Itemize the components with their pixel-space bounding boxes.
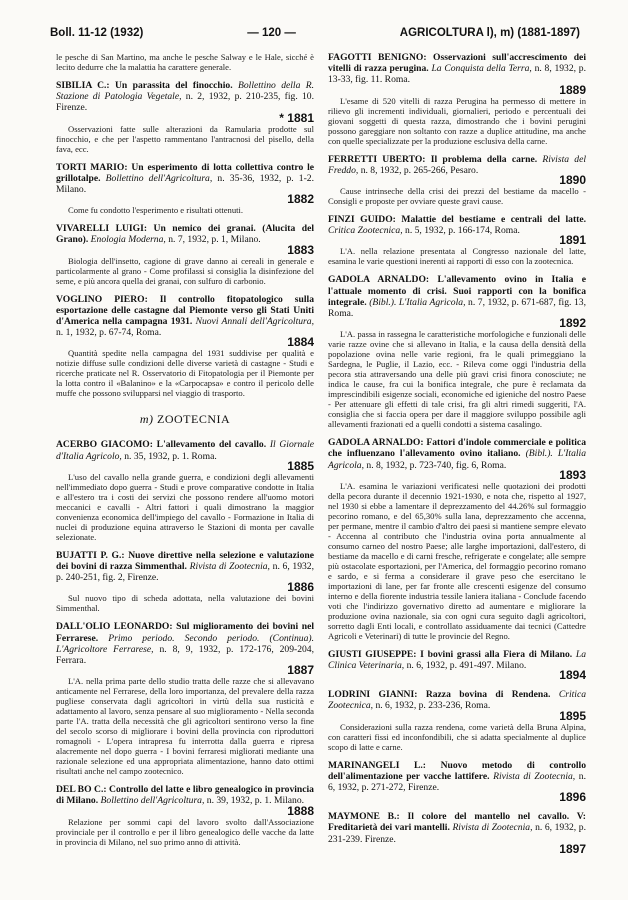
continuation-entry: [56, 52, 314, 72]
entry-abstract: L'esame di 520 vitelli di razza Perugina ha permesso di mettere in rilievo gli incrementi individuali, giornalieri, periodo e percentuali dei giovani soggetti di questa razza, dimostrando che i bovini perugini possono gareggiare non soltanto con razze a duplice attitudine, ma anche con quelle specializzate per la produzione esclusiva della carne.: [328, 95, 586, 146]
entry-number: 1883: [287, 242, 314, 257]
entry-heading: [328, 274, 586, 329]
entry-source: (Bibl.). L'Italia Agricola,: [369, 296, 466, 308]
entry-title: Il colore del mantello nel cavallo. V: Freditarietà dei vari mantelli.: [328, 811, 587, 834]
entry-title: Nuovo metodo di controllo dell'alimentazione per vacche lattifere.: [328, 759, 586, 782]
entry-source: Rivista di Zootecnia,: [189, 561, 270, 573]
entry-title: I bovini grassi alla Fiera di Milano.: [420, 648, 573, 660]
entry-heading: [56, 80, 314, 124]
entry-source: Rivista di Zootecnia,: [493, 770, 576, 782]
entry-number: 1882: [287, 192, 314, 207]
entry-abstract: Cause intrinseche della crisi dei prezzi del bestiame da macello - Consigli e proposte per ovviare queste gravi cause.: [328, 186, 586, 207]
entry-author: MAYMONE B.:: [328, 811, 400, 823]
entry-publication: n. 39, 1932, p. 1. Milano.: [206, 795, 305, 807]
entry-number: 1895: [559, 708, 586, 723]
entry-source: Il Giornale d'Italia Agricolo,: [56, 439, 315, 462]
entry-heading: [56, 162, 314, 206]
bibliography-entry: [56, 162, 314, 216]
entry-author: FAGOTTI BENIGNO:: [328, 52, 427, 63]
bibliography-entry: [328, 760, 586, 804]
entry-abstract: Quantità spedite nella campagna del 1931 suddivise per qualità e notizie diffuse sulle condizioni delle diverse varietà di castagne - Studi e ricerche praticate nel R. Osservatorio di Fitopatologia per il Piemonte per la lotta contro il «Balanino» e la «Carpocapsa» e contro il pericolo delle muffe che possono svilupparsi nel viaggio di trasporto.: [56, 348, 314, 399]
entry-author: FERRETTI UBERTO:: [328, 153, 426, 165]
left-column: [56, 52, 314, 855]
bibliography-entry: [328, 214, 586, 266]
section-heading: [56, 412, 314, 427]
entry-heading: [328, 760, 586, 804]
entry-number: 1890: [559, 173, 586, 188]
entry-abstract: L'A. nella relazione presentata al Congresso nazionale del latte, esamina le varie questioni inerenti ai rapporti di esso con la zootecnica.: [328, 246, 586, 267]
bibliography-entry: [328, 811, 586, 855]
entry-title: Osservazioni sull'accrescimento dei vitelli di razza perugina.: [328, 52, 586, 75]
entry-heading: [56, 784, 314, 816]
entry-publication: n. 7, 1932, p. 671-687, fig. 13, Roma.: [328, 296, 586, 320]
entry-author: DEL BO C.:: [56, 784, 107, 796]
entry-heading: [56, 550, 314, 594]
entry-publication: n. 7, 1932, p. 1, Milano.: [168, 234, 261, 246]
entry-title: Un nemico dei granai. (Alucita del Grano).: [56, 223, 315, 246]
entry-heading: [328, 52, 586, 96]
continuation-text: le pesche di San Martino, ma anche le pesche Salway e le Hale, sicché è lecito dedurre che la malattia ha carattere generale.: [56, 52, 314, 72]
page-header: [50, 22, 580, 44]
bibliography-entry: [56, 439, 314, 541]
entry-source: Bollettino dell'Agricoltura,: [105, 172, 213, 184]
entry-author: GADOLA ARNALDO:: [328, 274, 430, 286]
entry-title: Razza bovina di Rendena.: [425, 689, 551, 701]
bibliography-entry: [328, 437, 586, 641]
entry-source: Nuovi Annali dell'Agricoltura,: [195, 316, 314, 328]
entry-publication: n. 35-36, 1932, p. 1-2. Milano.: [56, 172, 314, 196]
entry-title: Un parassita del finocchio.: [115, 80, 233, 91]
bibliography-entry: [56, 294, 314, 399]
entry-source: Rivista del Freddo,: [328, 153, 586, 176]
entry-abstract: L'uso del cavallo nella grande guerra, e condizioni degli allevamenti nell'immediato dopo guerra - Studi e prove comparative condotte in Italia e all'estero tra i costi dei servizi che possono rendere all'uomo motori meccanici e cavalli - Altri fattori i quali dimostrano la maggior convenienza economica dell'impiego del cavallo - Formazione in Italia di nuclei di produzione equina attraverso le Stazioni di monta per cavalle selezionate.: [56, 471, 314, 542]
entry-publication: n. 6, 1932, p. 233-236, Roma.: [375, 700, 491, 712]
bibliography-entry: [328, 689, 586, 751]
entry-title: Controllo del latte e libro genealogico in provincia di Milano.: [56, 784, 314, 807]
entry-source: La Conquista della Terra,: [431, 63, 532, 75]
entry-source: Critica Zootecnica,: [328, 689, 587, 712]
header-right: AGRICOLTURA l), m) (1881-1897): [399, 27, 580, 39]
header-left: Boll. 11-12 (1932): [50, 27, 144, 39]
section-letter: m): [139, 412, 154, 427]
entry-abstract: Biologia dell'insetto, cagione di grave danno ai cereali in generale e particolarmente al grano - Come profilassi si consiglia la disinfezione del seme, e più ancora quella dei granai, con sulfuro di carbonio.: [56, 255, 314, 286]
entry-abstract: Osservazioni fatte sulle alterazioni da Ramularia prodotte sul finocchio, e che per l'aspetto rammentano l'antracnosi del pisello, della fava, ecc.: [56, 123, 314, 154]
entry-title: Sul miglioramento dei bovini nel Ferrarese.: [56, 621, 314, 644]
entry-heading: [56, 294, 314, 349]
entry-title: Nuove direttive nella selezione e valutazione dei bovini di razza Simmenthal.: [56, 549, 314, 573]
bibliography-entry: [328, 274, 586, 429]
bibliography-entry: [328, 154, 586, 206]
bibliography-entry: [56, 621, 314, 776]
entry-heading: [328, 154, 586, 186]
entry-abstract: Come fu condotto l'esperimento e risultati ottenuti.: [68, 205, 244, 216]
entry-abstract: L'A. passa in rassegna le caratteristiche morfologiche e funzionali delle varie razze ovine che si allevano in Italia, e la causa della densità della popolazione ovina nelle varie regioni, fra le quali primeggiano la Sardegna, le Puglie, il Lazio, ecc. - Rileva come oggi l'industria della pecora stia attraversando una delle più gravi crisi finora conosciute; ne indica le cause, fra cui la bonifica integrale, che pure è reclamata da imprescindibili esigenze sociali, economiche ed igieniche del nostro Paese - Per attenuare gli effetti di tale crisi, fra gli altri rimedi suggeriti, l'A. consiglia che si faccia opera per dare il maggiore sviluppo possibile agli allevamenti frazionati ed a quelli condotti a sistema casalingo.: [328, 329, 586, 430]
entry-publication: n. 2, 1932, p. 210-235, fig. 10. Firenze.: [56, 91, 314, 114]
entry-source: Primo periodo. Secondo periodo. (Continua). L'Agricoltore Ferrarese,: [56, 632, 314, 655]
entry-author: DALL'OLIO LEONARDO:: [56, 621, 173, 633]
left-entries-bottom: [56, 439, 314, 846]
bibliography-entry: [56, 784, 314, 846]
entry-title: L'allevamento del cavallo.: [156, 439, 267, 451]
entry-abstract: L'A. nella prima parte dello studio tratta delle razze che si allevavano anticamente nel Ferrarese, della loro importanza, del prevalere della razza pugliese conservata dagli agricoltori in virtù della sua rusticità e adattamento al lavoro, senza pensare al suo miglioramento - Nella seconda parte l'A. tratta della necessità che gli agricoltori sentirono verso la fine del secolo scorso di migliorare i bovini della provincia con riproduttori romagnoli - L'opera intrapresa fu interrotta dalla guerra e ripresa alacremente nel dopo guerra - I bovini ferraresi migliorati mediante una razionale selezione ed una appropriata alimentazione, hanno dato ottimi risultati anche nel campo zootecnico.: [56, 676, 314, 777]
entry-number: 1886: [287, 580, 314, 595]
entry-source: (Bibl.). L'Italia Agricola,: [328, 448, 586, 471]
entry-abstract: Sul nuovo tipo di scheda adottata, nella valutazione dei bovini Simmenthal.: [56, 593, 314, 614]
entry-author: TORTI MARIO:: [56, 161, 128, 173]
bibliography-entry: [56, 550, 314, 614]
entry-publication: n. 1, 1932, p. 67-74, Roma.: [56, 327, 162, 339]
entry-heading: [56, 439, 314, 471]
entry-title: Fattori d'indole commerciale e politica che influenzano l'allevamento ovino italiano.: [328, 437, 586, 460]
entry-number: 1887: [287, 663, 314, 678]
entry-publication: n. 8, 1932, p. 723-740, fig. 6, Roma.: [366, 459, 507, 471]
entry-author: MARINANGELI L.:: [328, 759, 427, 771]
entry-heading: [328, 214, 586, 246]
bibliography-entry: [56, 80, 314, 154]
entry-number: 1891: [559, 233, 586, 248]
entry-heading: [328, 811, 586, 855]
entry-source: Critica Zootecnica,: [328, 225, 403, 237]
right-column: [328, 52, 586, 863]
entry-source: Enologia Moderna,: [90, 234, 166, 246]
entry-heading: [328, 437, 586, 481]
entry-author: BUJATTI P. G.:: [56, 549, 125, 561]
section-title: ZOOTECNIA: [157, 412, 231, 427]
entry-number: 1894: [559, 668, 586, 683]
entry-publication: n. 8, 9, 1932, p. 172-176, 209-204, Ferrara.: [56, 643, 314, 667]
entry-source: La Clinica Veterinaria,: [328, 648, 586, 672]
entry-heading: [56, 621, 314, 676]
entry-title: Malattie del bestiame e centrali del latte.: [401, 214, 586, 226]
entry-source: Rivista di Zootecnia,: [452, 822, 533, 834]
entry-author: LODRINI GIANNI:: [328, 689, 418, 701]
entry-title: Un esperimento di lotta collettiva contro le grillotalpe.: [56, 161, 314, 184]
entry-source: Bollettino della R. Stazione di Patologia Vegetale,: [56, 80, 315, 103]
entry-abstract: Relazione per sommi capi del lavoro svolto dall'Associazione provinciale per il controllo e per il libro genealogico delle vacche da latte in provincia di Milano, nel suo primo anno di attività.: [56, 816, 314, 847]
entry-author: GIUSTI GIUSEPPE:: [328, 648, 417, 660]
entry-heading: [56, 223, 314, 255]
entry-author: FINZI GUIDO:: [328, 214, 396, 226]
entry-number: 1893: [559, 467, 586, 482]
entry-title: Il controllo fitopatologico sulla esportazione delle castagne dal Piemonte verso gli Stati Uniti d'America nella campagna 1931.: [56, 293, 314, 328]
entry-number: 1889: [559, 82, 586, 97]
entry-title: Il problema della carne.: [430, 153, 538, 165]
entry-number: 1884: [287, 335, 314, 350]
entry-abstract: L'A. esamina le variazioni verificatesi nelle quotazioni dei prodotti della pecora durante il decennio 1921-1930, e nota che, rispetto al 1927, nel 1930 si ebbe a lamentare il deprezzamento del 44.26% sul formaggio pecorino romano, e del 65,30% sulla lana, deprezzamento che accenna, per permane, mentre il cambio d'altro dei paesi si mantiene sempre elevato - Accenna al contributo che l'industria ovina porta annualmente al consumo carneo del nostro Paese; alle larghe importazioni, dall'estero, di bestiame da macello e di carni fresche, refrigerate e congelate; alle sempre più ostacolate esportazioni, per l'America, del formaggio pecorino romano e sardo, e si ferma a considerare il grave peso che esercitano le importazioni di lane, per far fronte alle crescenti esigenze del consumo interno e della fiorente industria tessile laniera italiana - Conclude facendo voti che l'indirizzo governativo diretto ad aumentare e migliorare la produzione ovina nazionale, sia con ogni cura seguito dagli agricoltori, sorretto dagli Enti locali, e controllato assiduamente dai tecnici (Cattedre Agricoli e Veterinari) di tutte le provincie del Regno.: [328, 480, 586, 641]
entry-heading: [328, 689, 586, 721]
entry-number: 1888: [287, 803, 314, 818]
entry-author: ACERBO GIACOMO:: [56, 439, 153, 451]
left-entries-top: [56, 80, 314, 398]
right-entries: [328, 52, 586, 855]
entry-author: VOGLINO PIERO:: [56, 293, 148, 305]
entry-heading: [328, 649, 586, 681]
bibliography-entry: [328, 649, 586, 681]
entry-number: * 1881: [279, 110, 314, 125]
entry-publication: n. 8, 1932, p. 13-33, fig. 11. Roma.: [328, 63, 586, 86]
entry-title: L'allevamento ovino in Italia e l'attuale momento di crisi. Suoi rapporti con la bonifica integrale.: [328, 274, 586, 308]
entry-author: GADOLA ARNALDO:: [328, 437, 424, 449]
entry-number: 1896: [559, 790, 586, 805]
entry-author: VIVARELLI LUIGI:: [56, 223, 148, 235]
bibliography-entry: [56, 223, 314, 285]
entry-publication: n. 5, 1932, p. 166-174, Roma.: [405, 225, 520, 237]
entry-publication: n. 6, 1932, p. 271-272, Firenze.: [328, 770, 586, 794]
entry-publication: n. 6, 1932, p. 491-497. Milano.: [406, 660, 527, 672]
entry-publication: n. 6, 1932, p. 240-251, fig. 2, Firenze.: [56, 561, 314, 584]
entry-abstract: Considerazioni sulla razza rendena, come varietà della Bruna Alpina, con caratteri fissi ed inconfondibili, che si adatta specialmente al duplice scopo di latte e carne.: [328, 721, 586, 752]
entry-author: SIBILIA C.:: [56, 80, 110, 91]
entry-publication: n. 6, 1932, p. 231-239. Firenze.: [328, 822, 586, 845]
entry-number: 1892: [559, 316, 586, 331]
entry-publication: n. 8, 1932, p. 265-266, Pesaro.: [360, 164, 479, 176]
entry-number: 1885: [287, 458, 314, 473]
entry-number: 1897: [559, 841, 586, 856]
entry-publication: n. 35, 1932, p. 1. Roma.: [124, 450, 217, 462]
entry-source: Bollettino dell'Agricoltura,: [100, 795, 205, 807]
page-number: — 120 —: [247, 27, 296, 39]
bibliography-entry: [328, 52, 586, 146]
